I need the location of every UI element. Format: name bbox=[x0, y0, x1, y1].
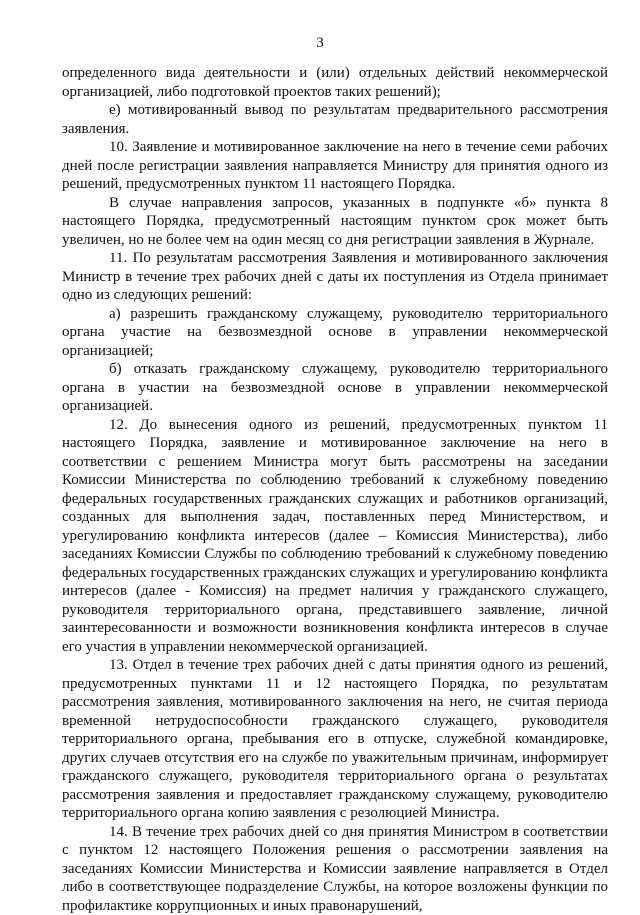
paragraph-item-e: е) мотивированный вывод по результатам предварительного рассмотрения заявления. bbox=[62, 101, 608, 138]
paragraph-11-option-a: а) разрешить гражданскому служащему, руководителю территориального органа участие на безвозмездной основе в управлении некоммерческой организацией; bbox=[62, 305, 608, 361]
paragraph-14: 14. В течение трех рабочих дней со дня принятия Министром в соответствии с пунктом 12 настоящего Положения решения о рассмотрении заявления на заседаниях Комиссии Министерства и Комиссии заявление направляется в Отдел либо в соответствующее подразделение Службы, на которое возложены функции по профилактике коррупционных и иных правонарушений, bbox=[62, 823, 608, 915]
paragraph-10-extension: В случае направления запросов, указанных в подпункте «б» пункта 8 настоящего Порядка, предусмотренный настоящим пунктом срок может быть увеличен, но не более чем на один месяц со дня регистрации заявления в Журнале. bbox=[62, 194, 608, 250]
paragraph-11: 11. По результатам рассмотрения Заявления и мотивированного заключения Министр в течение трех рабочих дней с даты их поступления из Отдела принимает одно из следующих решений: bbox=[62, 249, 608, 305]
document-body bbox=[62, 64, 608, 915]
paragraph-continuation: определенного вида деятельности и (или) отдельных действий некоммерческой организацией, либо подготовкой проектов таких решений); bbox=[62, 64, 608, 101]
paragraph-13: 13. Отдел в течение трех рабочих дней с даты принятия одного из решений, предусмотренных пунктами 11 и 12 настоящего Порядка, по результатам рассмотрения заявления, мотивированного заключения на него, не считая периода временной нетрудоспособности гражданского служащего, руководителя территориального органа, пребывания его в отпуске, служебной командировке, других случаев отсутствия его на службе по уважительным причинам, информирует гражданского служащего, руководителя территориального органа о результатах рассмотрения заявления и предоставляет гражданскому служащему, руководителю территориального органа копию заявления с резолюцией Министра. bbox=[62, 656, 608, 823]
paragraph-10: 10. Заявление и мотивированное заключение на него в течение семи рабочих дней после регистрации заявления направляется Министру для принятия одного из решений, предусмотренных пунктом 11 настоящего Порядка. bbox=[62, 138, 608, 194]
paragraph-12: 12. До вынесения одного из решений, предусмотренных пунктом 11 настоящего Порядка, заявление и мотивированное заключение на него в соответствии с решением Министра могут быть рассмотрены на заседании Комиссии Министерства по соблюдению требований к служебному поведению федеральных государственных гражданских служащих и работников организаций, созданных для выполнения задач, поставленных перед Министерством, и урегулированию конфликта интересов (далее – Комиссия Министерства), либо заседаниях Комиссии Службы по соблюдению требований к служебному поведению федеральных государственных гражданских служащих и урегулированию конфликта интересов (далее - Комиссия) на предмет наличия у гражданского служащего, руководителя территориального органа, представившего заявление, личной заинтересованности и возможности возникновения конфликта интересов в случае его участия в управлении некоммерческой организацией. bbox=[62, 416, 608, 657]
page-number: 3 bbox=[0, 34, 640, 52]
paragraph-11-option-b: б) отказать гражданскому служащему, руководителю территориального органа в участии на безвозмездной основе в управлении некоммерческой организацией. bbox=[62, 360, 608, 416]
